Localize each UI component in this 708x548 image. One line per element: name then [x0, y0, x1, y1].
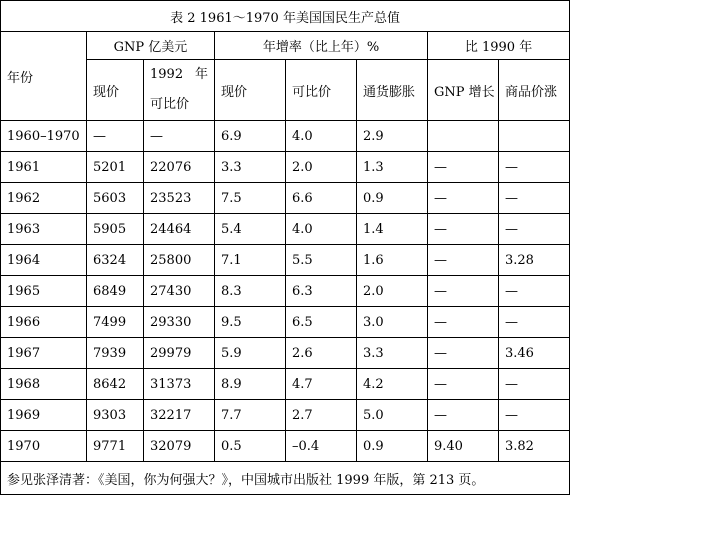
table-cell: 9.40 [428, 431, 499, 462]
table-cell: 5.0 [357, 400, 428, 431]
table-cell: 2.9 [357, 121, 428, 152]
table-cell: 24464 [144, 214, 215, 245]
table-cell: 27430 [144, 276, 215, 307]
table-cell: 5.5 [286, 245, 357, 276]
table-cell: 5603 [87, 183, 144, 214]
table-cell: 6.3 [286, 276, 357, 307]
table-cell: 1963 [1, 214, 87, 245]
table-cell: 6.5 [286, 307, 357, 338]
table-cell: 1.4 [357, 214, 428, 245]
table-cell: — [499, 183, 570, 214]
table-cell: 7499 [87, 307, 144, 338]
table-cell: 32079 [144, 431, 215, 462]
table-cell: — [87, 121, 144, 152]
table-row [1, 214, 570, 245]
table-row [1, 183, 570, 214]
table-cell: — [428, 369, 499, 400]
table-cell: 0.9 [357, 183, 428, 214]
price-1992-header [144, 60, 215, 121]
growth-rate-header: 年增率（比上年）% [215, 32, 428, 60]
table-row [1, 369, 570, 400]
table-cell [499, 121, 570, 152]
table-cell: 5201 [87, 152, 144, 183]
price-1992-year-unit: 年 [194, 67, 208, 82]
table-cell: –0.4 [286, 431, 357, 462]
table-cell: 29330 [144, 307, 215, 338]
price-1992-comparable: 可比价 [150, 97, 190, 112]
source-note: 参见张泽清著：《美国，你为何强大？》，中国城市出版社 1999 年版，第 213 页。 [1, 462, 570, 495]
table-cell: 29979 [144, 338, 215, 369]
table-cell: 5.4 [215, 214, 286, 245]
year-header: 年份 [1, 32, 87, 121]
table-cell: 2.7 [286, 400, 357, 431]
table-cell: 1966 [1, 307, 87, 338]
table-row [1, 400, 570, 431]
growth-current-header: 现价 [215, 60, 286, 121]
table-cell: — [499, 400, 570, 431]
vs-1990-header: 比 1990 年 [428, 32, 570, 60]
table-cell: 3.28 [499, 245, 570, 276]
table-cell: 7.5 [215, 183, 286, 214]
table-cell: — [428, 214, 499, 245]
table-cell: 6324 [87, 245, 144, 276]
table-cell: 1.3 [357, 152, 428, 183]
table-cell [428, 121, 499, 152]
table-cell: — [499, 152, 570, 183]
table-cell: — [428, 307, 499, 338]
table-cell: 0.9 [357, 431, 428, 462]
growth-comparable-header: 可比价 [286, 60, 357, 121]
table-row [1, 338, 570, 369]
table-cell: 3.46 [499, 338, 570, 369]
table-cell: 4.0 [286, 214, 357, 245]
table-cell: 1969 [1, 400, 87, 431]
table-cell: — [428, 152, 499, 183]
table-cell: 23523 [144, 183, 215, 214]
table-row [1, 431, 570, 462]
table-cell: 5.9 [215, 338, 286, 369]
table-cell: — [428, 183, 499, 214]
table-cell: 0.5 [215, 431, 286, 462]
gnp-header: GNP 亿美元 [87, 32, 215, 60]
table-cell: — [499, 369, 570, 400]
table-cell: 4.0 [286, 121, 357, 152]
table-cell: 1962 [1, 183, 87, 214]
table-cell: 3.3 [215, 152, 286, 183]
table-cell: 6.6 [286, 183, 357, 214]
table-cell: 1960–1970 [1, 121, 87, 152]
table-cell: 6849 [87, 276, 144, 307]
table-cell: 1964 [1, 245, 87, 276]
table-title: 表 2 1961～1970 年美国国民生产总值 [1, 1, 570, 32]
table-cell: 4.2 [357, 369, 428, 400]
table-cell: 22076 [144, 152, 215, 183]
table-cell: 2.0 [357, 276, 428, 307]
table-cell: — [499, 307, 570, 338]
table-cell: 25800 [144, 245, 215, 276]
table-cell: 4.7 [286, 369, 357, 400]
table-cell: 3.3 [357, 338, 428, 369]
table-cell: 7939 [87, 338, 144, 369]
table-cell: — [428, 245, 499, 276]
table-cell: 9.5 [215, 307, 286, 338]
table-cell: 7.7 [215, 400, 286, 431]
table-cell: — [428, 338, 499, 369]
table-cell: 3.82 [499, 431, 570, 462]
table-cell: — [499, 276, 570, 307]
table-cell: 1965 [1, 276, 87, 307]
table-cell: — [499, 214, 570, 245]
table-cell: 6.9 [215, 121, 286, 152]
table-row [1, 245, 570, 276]
table-cell: 8.3 [215, 276, 286, 307]
table-cell: — [428, 276, 499, 307]
price-1992-year: 1992 [150, 67, 184, 82]
table-cell: 2.0 [286, 152, 357, 183]
table-cell: — [144, 121, 215, 152]
table-row [1, 152, 570, 183]
table-cell: 1961 [1, 152, 87, 183]
table-cell: 2.6 [286, 338, 357, 369]
table-row [1, 121, 570, 152]
table-cell: 1970 [1, 431, 87, 462]
table-cell: 9771 [87, 431, 144, 462]
table-cell: 1967 [1, 338, 87, 369]
table-cell: 8642 [87, 369, 144, 400]
table-cell: 9303 [87, 400, 144, 431]
table-cell: 1968 [1, 369, 87, 400]
gnp-growth-header: GNP 增长 [428, 60, 499, 121]
table-cell: — [428, 400, 499, 431]
table-cell: 5905 [87, 214, 144, 245]
inflation-header: 通货膨胀 [357, 60, 428, 121]
table-cell: 32217 [144, 400, 215, 431]
table-cell: 31373 [144, 369, 215, 400]
table-cell: 8.9 [215, 369, 286, 400]
table-row [1, 276, 570, 307]
current-price-header: 现价 [87, 60, 144, 121]
table-cell: 1.6 [357, 245, 428, 276]
table-cell: 7.1 [215, 245, 286, 276]
table-row [1, 307, 570, 338]
commodity-rise-header: 商品价涨 [499, 60, 570, 121]
table-cell: 3.0 [357, 307, 428, 338]
